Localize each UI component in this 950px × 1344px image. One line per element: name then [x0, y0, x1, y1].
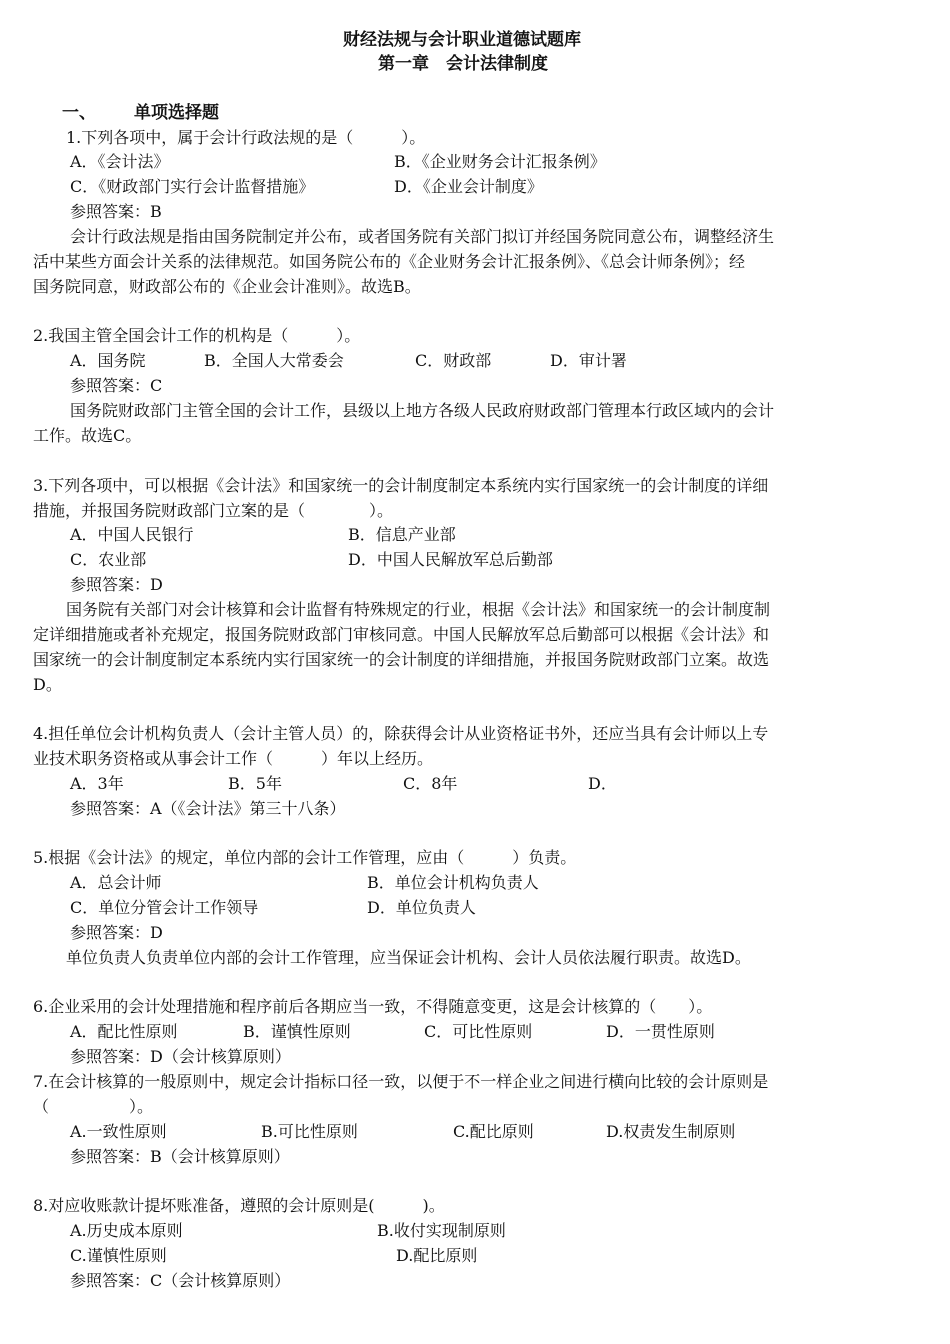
question-7-option-c: C.配比原则 [453, 1122, 534, 1141]
question-2-option-d: D．审计署 [550, 351, 627, 370]
question-6-option-b: B．谨慎性原则 [243, 1022, 351, 1041]
question-3-option-c: C．农业部 [70, 550, 147, 569]
question-2-answer: 参照答案：C [70, 376, 163, 395]
question-8-option-c: C.谨慎性原则 [70, 1246, 167, 1265]
question-1-answer: 参照答案：B [70, 202, 162, 221]
question-1-explanation-line: 活中某些方面会计关系的法律规范。如国务院公布的《企业财务会计汇报条例》、《总会计师条例》；经 [33, 252, 746, 271]
question-3-option-d: D．中国人民解放军总后勤部 [348, 550, 553, 569]
question-5-option-b: B．单位会计机构负责人 [367, 873, 539, 892]
question-1-explanation-line: 会计行政法规是指由国务院制定并公布，或者国务院有关部门拟订并经国务院同意公布，调整经济生 [70, 227, 775, 246]
question-8-option-a: A.历史成本原则 [70, 1221, 183, 1240]
question-5-option-c: C．单位分管会计工作领导 [70, 898, 259, 917]
question-4-option-c: C．8年 [403, 774, 458, 793]
question-4-option-b: B．5年 [228, 774, 282, 793]
question-1-stem: 1.下列各项中，属于会计行政法规的是（ ）。 [66, 128, 426, 147]
question-3-stem-line: 措施，并报国务院财政部门立案的是（ ）。 [33, 501, 394, 520]
question-3-stem-line: 3.下列各项中，可以根据《会计法》和国家统一的会计制度制定本系统内实行国家统一的会计制度的详细 [33, 476, 769, 495]
question-7-option-b: B.可比性原则 [261, 1122, 358, 1141]
question-8-stem: 8.对应收账款计提坏账准备，遵照的会计原则是( )。 [33, 1196, 445, 1215]
question-7-option-d: D.权责发生制原则 [606, 1122, 736, 1141]
question-3-option-a: A．中国人民银行 [70, 525, 194, 544]
question-6-stem: 6.企业采用的会计处理措施和程序前后各期应当一致，不得随意变更，这是会计核算的（ ）。 [33, 997, 713, 1016]
question-4-answer: 参照答案：A（《会计法》第三十八条） [70, 799, 346, 818]
question-7-option-a: A.一致性原则 [70, 1122, 167, 1141]
question-3-answer: 参照答案：D [70, 575, 163, 594]
question-7-stem-line: （ ）。 [33, 1097, 154, 1116]
question-2-stem: 2.我国主管全国会计工作的机构是（ ）。 [33, 326, 361, 345]
question-4-option-a: A．3年 [70, 774, 124, 793]
question-4-stem-line: 4.担任单位会计机构负责人（会计主管人员）的，除获得会计从业资格证书外，还应当具有会计师以上专 [33, 724, 769, 743]
question-1-option-a: A．《会计法》 [70, 152, 170, 171]
question-1-option-b: B．《企业财务会计汇报条例》 [394, 152, 606, 171]
question-2-explanation-line: 国务院财政部门主管全国的会计工作，县级以上地方各级人民政府财政部门管理本行政区域内的会计 [70, 401, 775, 420]
question-2-explanation-line: 工作。故选C。 [33, 426, 142, 445]
question-2-option-c: C．财政部 [415, 351, 492, 370]
question-2-option-a: A．国务院 [70, 351, 146, 370]
question-5-stem: 5.根据《会计法》的规定，单位内部的会计工作管理，应由（ ）负责。 [33, 848, 577, 867]
question-3-explanation-line: 国家统一的会计制度制定本系统内实行国家统一的会计制度的详细措施，并报国务院财政部门立案。故选 [33, 650, 770, 669]
question-7-answer: 参照答案：B（会计核算原则） [70, 1147, 290, 1166]
question-8-answer: 参照答案：C（会计核算原则） [70, 1271, 291, 1290]
question-1-option-d: D．《企业会计制度》 [394, 177, 543, 196]
question-5-explanation-line: 单位负责人负责单位内部的会计工作管理，应当保证会计机构、会计人员依法履行职责。故选D。 [66, 948, 751, 967]
question-6-answer: 参照答案：D（会计核算原则） [70, 1047, 291, 1066]
question-4-stem-line: 业技术职务资格或从事会计工作（ ）年以上经历。 [33, 749, 434, 768]
section-number: 一、 [62, 103, 96, 123]
question-6-option-d: D．一贯性原则 [606, 1022, 715, 1041]
question-4-option-d: D． [588, 774, 617, 793]
question-3-explanation-line: 国务院有关部门对会计核算和会计监督有特殊规定的行业，根据《会计法》和国家统一的会计制度制 [66, 600, 771, 619]
chapter-title: 第一章 会计法律制度 [378, 54, 548, 74]
question-5-option-d: D．单位负责人 [367, 898, 476, 917]
document-title: 财经法规与会计职业道德试题库 [343, 30, 581, 50]
question-3-option-b: B．信息产业部 [348, 525, 456, 544]
question-7-stem-line: 7.在会计核算的一般原则中，规定会计指标口径一致，以便于不一样企业之间进行横向比较的会计原则是 [33, 1072, 769, 1091]
question-8-option-b: B.收付实现制原则 [377, 1221, 506, 1240]
question-6-option-a: A．配比性原则 [70, 1022, 178, 1041]
question-3-explanation-line: D。 [33, 675, 62, 694]
question-2-option-b: B．全国人大常委会 [204, 351, 344, 370]
question-6-option-c: C．可比性原则 [424, 1022, 533, 1041]
question-8-option-d: D.配比原则 [396, 1246, 478, 1265]
question-3-explanation-line: 定详细措施或者补充规定，报国务院财政部门审核同意。中国人民解放军总后勤部可以根据《会计法》和 [33, 625, 770, 644]
question-1-explanation-line: 国务院同意，财政部公布的《企业会计准则》。故选B。 [33, 277, 421, 296]
section-heading: 单项选择题 [134, 103, 219, 123]
question-1-option-c: C．《财政部门实行会计监督措施》 [70, 177, 315, 196]
question-5-answer: 参照答案：D [70, 923, 163, 942]
question-5-option-a: A．总会计师 [70, 873, 162, 892]
